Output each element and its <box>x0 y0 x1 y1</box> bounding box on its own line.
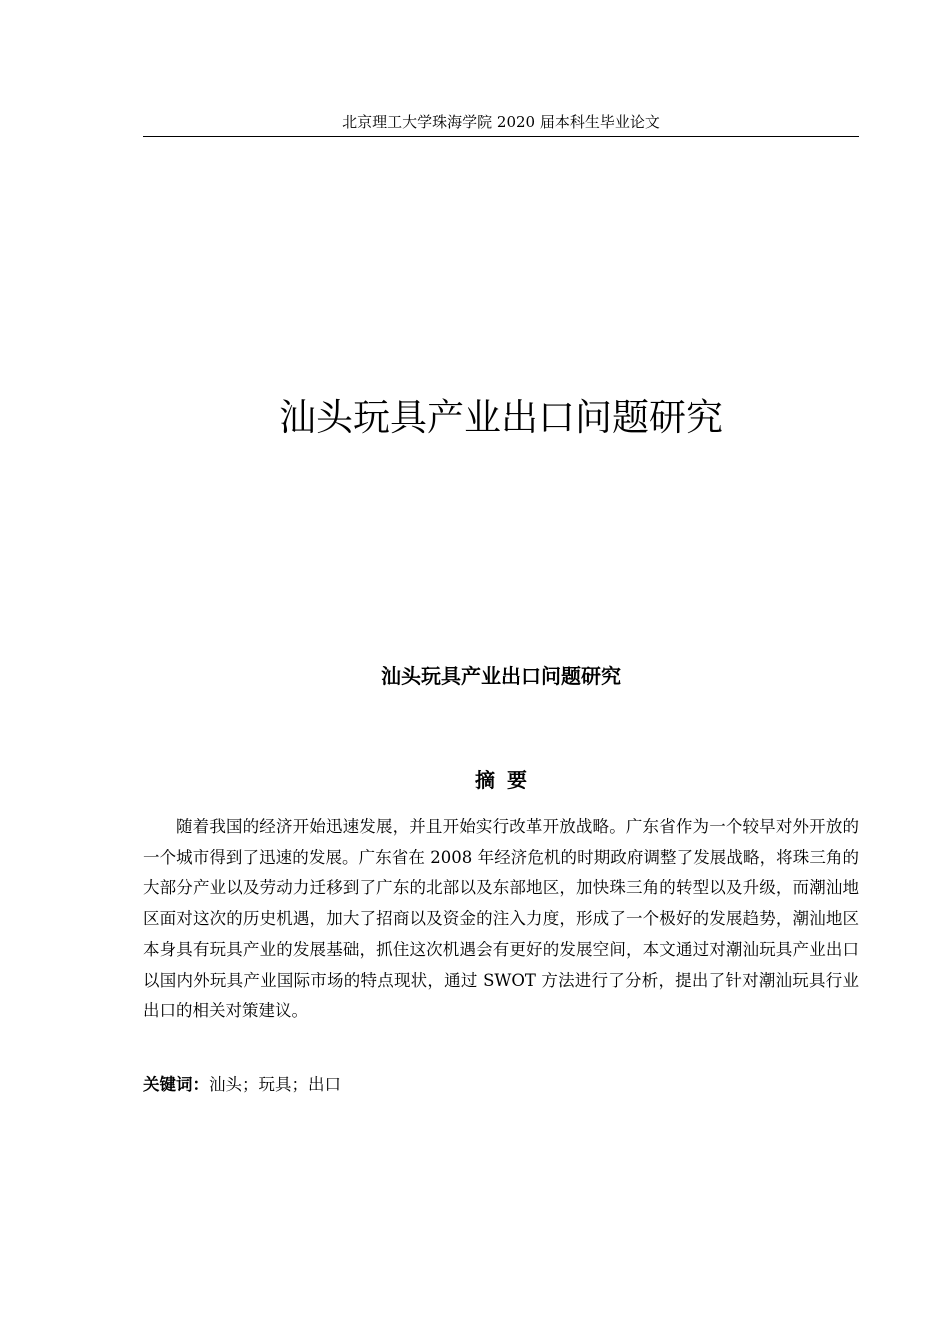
abstract-section-title: 汕头玩具产业出口问题研究 <box>381 664 621 688</box>
keywords-label: 关键词： <box>143 1075 209 1094</box>
abstract-heading: 摘要 <box>475 768 539 792</box>
thesis-title: 汕头玩具产业出口问题研究 <box>279 396 723 439</box>
keywords-line <box>143 1070 859 1100</box>
keywords-list: 汕头；玩具；出口 <box>209 1075 341 1094</box>
page-header: 北京理工大学珠海学院 2020 届本科生毕业论文 <box>143 112 859 137</box>
abstract-body: 随着我国的经济开始迅速发展，并且开始实行改革开放战略。广东省作为一个较早对外开放的一个城市得到了迅速的发展。广东省在 2008 年经济危机的时期政府调整了发展战略，将珠三角的大部分产业以及劳动力迁移到了广东的北部以及东部地区，加快珠三角的转型以及升级，而潮汕地区面对这次的历史机遇，加大了招商以及资金的注入力度，形成了一个极好的发展趋势，潮汕地区本身具有玩具产业的发展基础，抓住这次机遇会有更好的发展空间，本文通过对潮汕玩具产业出口以国内外玩具产业国际市场的特点现状，通过 SWOT 方法进行了分析，提出了针对潮汕玩具行业出口的相关对策建议。 <box>143 817 859 1021</box>
